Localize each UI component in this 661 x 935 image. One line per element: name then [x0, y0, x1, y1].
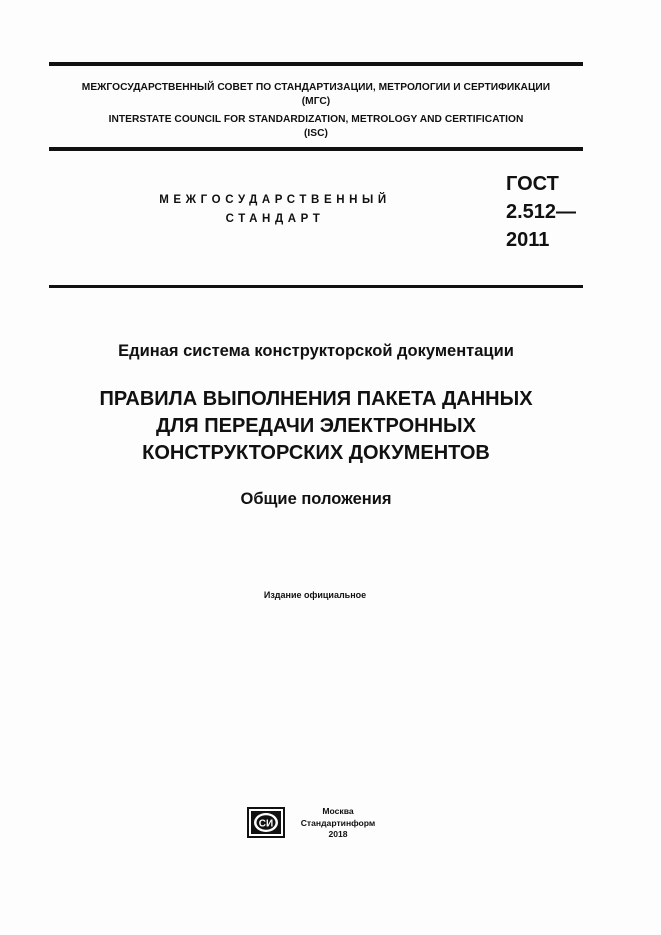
bottom-rule — [49, 285, 583, 288]
logo-text: СИ — [258, 818, 274, 830]
standard-label-line1: МЕЖГОСУДАРСТВЕННЫЙ — [159, 194, 391, 206]
document-title — [40, 386, 592, 467]
gost-year: 2011 — [506, 229, 550, 251]
publisher-block — [294, 806, 382, 841]
middle-rule — [49, 147, 583, 151]
document-title-line1: ПРАВИЛА ВЫПОЛНЕНИЯ ПАКЕТА ДАННЫХ — [99, 388, 533, 410]
gost-number: 2.512— — [506, 201, 577, 223]
gost-designation — [506, 170, 576, 254]
publisher-name: Стандартинформ — [300, 817, 376, 828]
council-abbrev-ru: (МГС) — [301, 96, 331, 107]
standard-label-line2: СТАНДАРТ — [225, 213, 325, 225]
document-subtitle: Общие положения — [240, 490, 392, 508]
gost-label: ГОСТ — [506, 173, 559, 195]
council-name-en-line: INTERSTATE COUNCIL FOR STANDARDIZATION, METROLOGY AND CERTIFICATION — [108, 114, 524, 125]
edition-note: Издание официальное — [263, 590, 367, 600]
system-title: Единая система конструкторской документации — [118, 342, 514, 360]
document-title-line2: ДЛЯ ПЕРЕДАЧИ ЭЛЕКТРОННЫХ — [156, 415, 476, 437]
document-title-line3: КОНСТРУКТОРСКИХ ДОКУМЕНТОВ — [142, 442, 490, 464]
council-name-ru — [49, 81, 583, 109]
council-name-en — [49, 113, 583, 141]
standartinform-logo-icon — [247, 807, 285, 838]
council-abbrev-en: (ISC) — [303, 128, 329, 139]
top-rule — [49, 62, 583, 66]
publisher-city: Москва — [322, 806, 354, 816]
council-name-ru-line: МЕЖГОСУДАРСТВЕННЫЙ СОВЕТ ПО СТАНДАРТИЗАЦИИ, МЕТРОЛОГИИ И СЕРТИФИКАЦИИ — [81, 82, 551, 93]
publisher-year: 2018 — [328, 829, 348, 839]
